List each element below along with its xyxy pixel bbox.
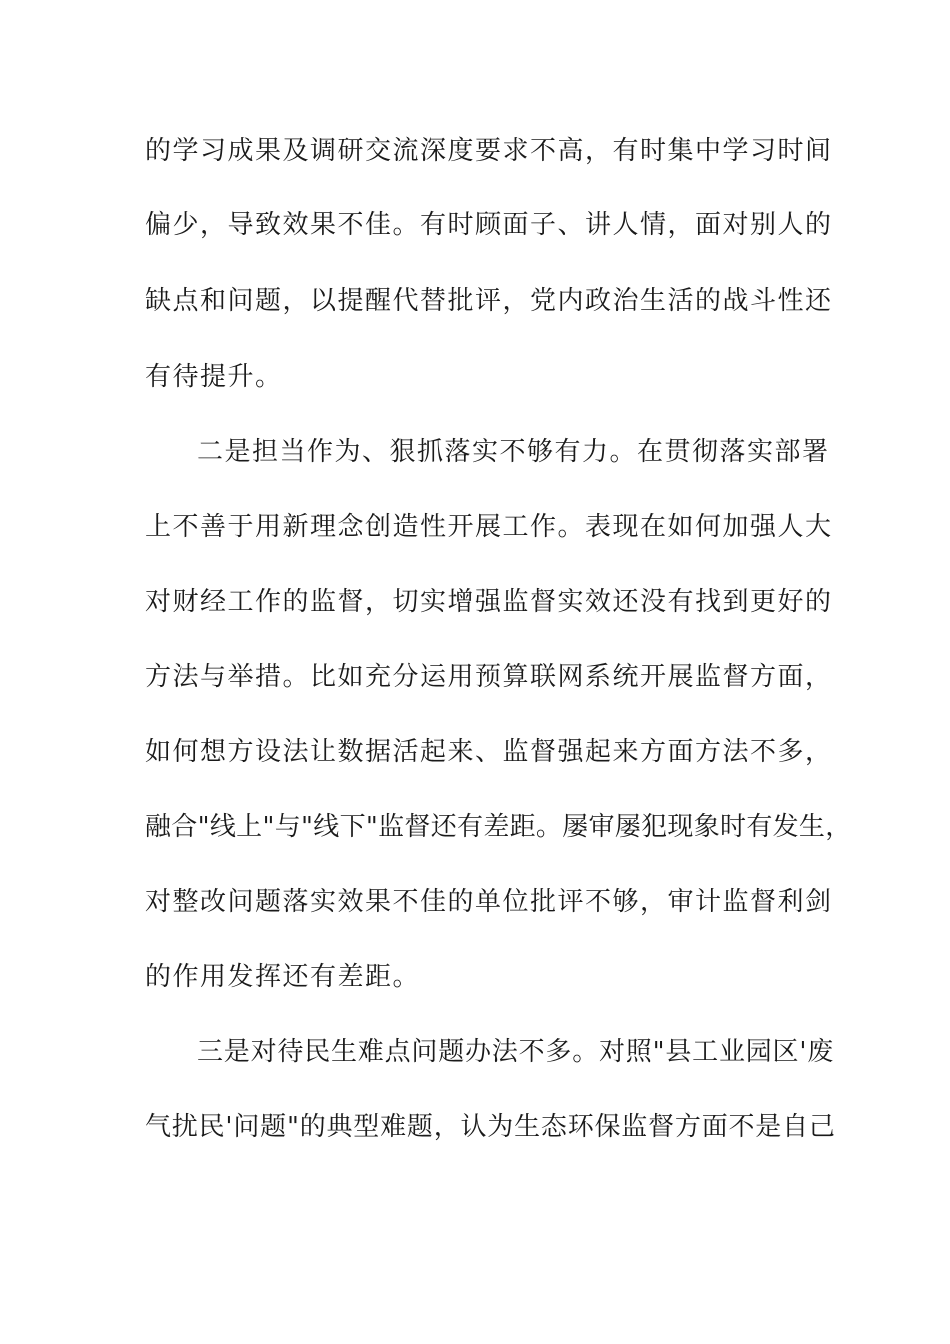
text-line: 融合"线上"与"线下"监督还有差距。屡审屡犯现象时有发生，	[145, 812, 852, 842]
text-line: 如何想方设法让数据活起来、监督强起来方面方法不多，	[145, 737, 833, 767]
text-line: 偏少，导致效果不佳。有时顾面子、讲人情，面对别人的	[145, 210, 833, 240]
text-line: 方法与举措。比如充分运用预算联网系统开展监督方面，	[145, 662, 833, 692]
text-line: 对整改问题落实效果不佳的单位批评不够，审计监督利剑	[145, 887, 833, 917]
text-line: 的作用发挥还有差距。	[145, 962, 421, 992]
text-line: 缺点和问题，以提醒代替批评，党内政治生活的战斗性还	[145, 286, 833, 316]
text-line: 对财经工作的监督，切实增强监督实效还没有找到更好的	[145, 587, 833, 617]
text-line: 有待提升。	[145, 362, 283, 392]
paragraph-start-line: 二是担当作为、狠抓落实不够有力。在贯彻落实部署	[197, 437, 830, 467]
paragraph-start-line: 三是对待民生难点问题办法不多。对照"县工业园区'废	[197, 1037, 835, 1067]
text-line: 上不善于用新理念创造性开展工作。表现在如何加强人大	[145, 512, 833, 542]
text-line: 的学习成果及调研交流深度要求不高，有时集中学习时间	[145, 136, 833, 166]
text-line: 气扰民'问题"的典型难题，认为生态环保监督方面不是自己	[145, 1112, 836, 1142]
